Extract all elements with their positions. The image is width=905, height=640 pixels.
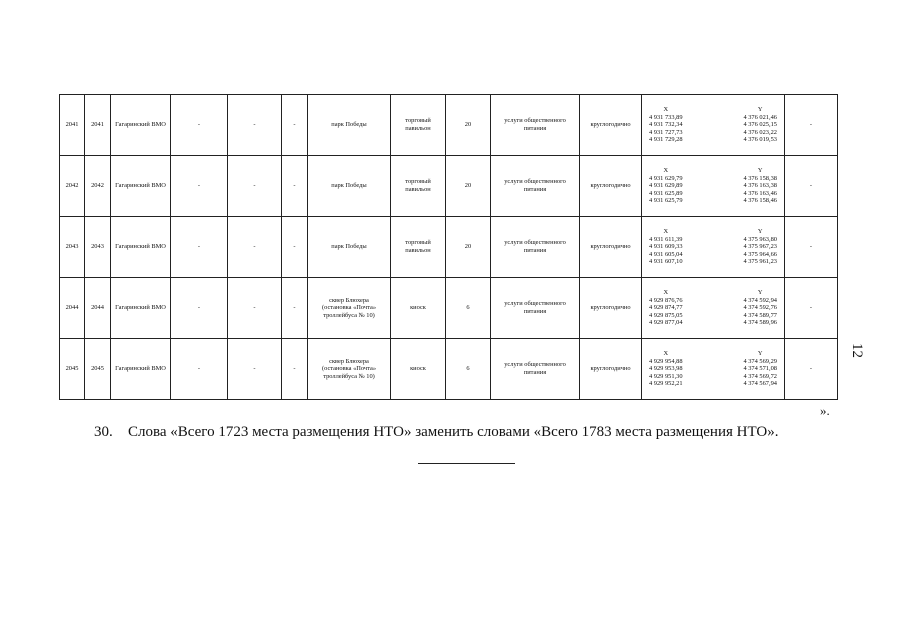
coord-y-label: Y <box>757 228 763 236</box>
cell-dash-3: - <box>282 156 308 217</box>
coord-y-value: 4 376 163,38 <box>743 182 777 190</box>
coord-y-label: Y <box>757 167 763 175</box>
cell-type-line: торговый <box>405 239 431 247</box>
cell-location <box>308 278 391 339</box>
cell-dash-3: - <box>282 217 308 278</box>
cell-district: Гагаринский ВМО <box>111 217 171 278</box>
cell-location <box>308 156 391 217</box>
cell-location-line: сквер Блюхера <box>329 296 369 304</box>
coord-y-column <box>743 228 777 266</box>
coord-x-label: X <box>663 167 669 175</box>
paragraph-number: 30. <box>94 424 113 440</box>
cell-dash-3: - <box>282 339 308 400</box>
cell-number-2: 2042 <box>85 156 111 217</box>
coord-x-value: 4 929 876,76 <box>649 296 683 304</box>
cell-area: 6 <box>446 278 491 339</box>
cell-location-line: троллейбуса № 10) <box>323 311 375 319</box>
cell-last: - <box>785 339 838 400</box>
cell-number-2: 2041 <box>85 95 111 156</box>
cell-last: - <box>785 217 838 278</box>
cell-specialization <box>491 95 580 156</box>
coord-x-value: 4 929 874,77 <box>649 304 683 312</box>
cell-specialization-line: питания <box>523 125 547 132</box>
cell-specialization-line: питания <box>523 369 547 376</box>
coord-x-value: 4 931 625,89 <box>649 189 683 197</box>
coord-y-value: 4 376 163,46 <box>743 189 777 197</box>
cell-period: круглогодично <box>580 217 642 278</box>
cell-period: круглогодично <box>580 95 642 156</box>
cell-dash-2: - <box>228 95 282 156</box>
cell-type-line: павильон <box>405 247 431 254</box>
cell-location-line: троллейбуса № 10) <box>323 372 375 380</box>
coord-x-column <box>649 228 683 266</box>
coord-y-value: 4 375 961,23 <box>743 258 777 266</box>
cell-number: 2041 <box>60 95 85 156</box>
cell-location-line: (остановка «Почта» <box>321 365 377 373</box>
cell-specialization <box>491 278 580 339</box>
coord-x-value: 4 931 611,39 <box>649 235 683 243</box>
coord-y-label: Y <box>757 106 763 114</box>
coord-x-column <box>649 106 683 144</box>
cell-dash-1: - <box>171 339 228 400</box>
table-row <box>60 217 838 278</box>
coord-x-value: 4 929 952,21 <box>649 380 683 388</box>
coord-y-value: 4 374 589,77 <box>743 311 777 319</box>
coord-y-value: 4 374 567,94 <box>743 380 777 388</box>
coord-x-value: 4 931 607,10 <box>649 258 683 266</box>
cell-dash-2: - <box>228 339 282 400</box>
cell-coordinates <box>642 217 785 278</box>
coord-y-column <box>743 167 777 205</box>
coord-y-column <box>743 289 777 327</box>
coord-x-label: X <box>663 289 669 297</box>
cell-location <box>308 339 391 400</box>
coord-y-value: 4 376 158,46 <box>743 197 777 205</box>
cell-area: 6 <box>446 339 491 400</box>
cell-specialization-line: питания <box>523 308 547 315</box>
cell-area: 20 <box>446 95 491 156</box>
cell-type <box>391 278 446 339</box>
cell-type-line: киоск <box>410 365 426 373</box>
cell-district: Гагаринский ВМО <box>111 156 171 217</box>
cell-district: Гагаринский ВМО <box>111 339 171 400</box>
cell-dash-1: - <box>171 217 228 278</box>
page-number: 12 <box>849 343 865 358</box>
table-row <box>60 95 838 156</box>
cell-location-line: парк Победы <box>331 121 367 129</box>
cell-number-2: 2044 <box>85 278 111 339</box>
coord-y-value: 4 375 964,66 <box>743 250 777 258</box>
cell-specialization <box>491 156 580 217</box>
cell-dash-3: - <box>282 95 308 156</box>
cell-last: - <box>785 95 838 156</box>
amendment-paragraph <box>94 424 779 441</box>
coord-y-value: 4 374 592,76 <box>743 304 777 312</box>
coord-y-value: 4 376 019,53 <box>743 136 777 144</box>
coord-y-value: 4 375 963,80 <box>743 235 777 243</box>
coord-x-label: X <box>663 228 669 236</box>
cell-location <box>308 217 391 278</box>
coord-y-value: 4 376 158,38 <box>743 174 777 182</box>
coord-y-label: Y <box>757 289 763 297</box>
cell-dash-2: - <box>228 156 282 217</box>
cell-number: 2044 <box>60 278 85 339</box>
cell-specialization-line: услуги общественного <box>504 300 566 308</box>
cell-type <box>391 339 446 400</box>
cell-number: 2042 <box>60 156 85 217</box>
coord-y-value: 4 376 025,15 <box>743 121 777 129</box>
table-row <box>60 339 838 400</box>
cell-period: круглогодично <box>580 278 642 339</box>
cell-dash-1: - <box>171 156 228 217</box>
coord-y-value: 4 374 569,29 <box>743 357 777 365</box>
cell-area: 20 <box>446 217 491 278</box>
cell-coordinates <box>642 95 785 156</box>
coord-y-value: 4 374 592,94 <box>743 296 777 304</box>
coord-x-value: 4 929 875,05 <box>649 311 683 319</box>
coord-y-value: 4 376 023,22 <box>743 128 777 136</box>
cell-type-line: павильон <box>405 125 431 132</box>
cell-specialization <box>491 339 580 400</box>
cell-type-line: торговый <box>405 117 431 125</box>
cell-type-line: киоск <box>410 304 426 312</box>
closing-quote: ». <box>820 403 830 418</box>
coord-x-column <box>649 167 683 205</box>
table-row <box>60 156 838 217</box>
coord-x-value: 4 931 609,33 <box>649 243 683 251</box>
table-row <box>60 278 838 339</box>
cell-number: 2043 <box>60 217 85 278</box>
coord-x-value: 4 931 733,89 <box>649 113 683 121</box>
cell-period: круглогодично <box>580 156 642 217</box>
coord-x-value: 4 931 727,73 <box>649 128 683 136</box>
placement-table <box>59 94 838 400</box>
cell-dash-1: - <box>171 278 228 339</box>
coord-y-value: 4 374 589,96 <box>743 319 777 327</box>
paragraph-text: Слова «Всего 1723 места размещения НТО» заменить словами «Всего 1783 места размещения НТО». <box>128 424 779 440</box>
cell-district: Гагаринский ВМО <box>111 278 171 339</box>
cell-location-line: сквер Блюхера <box>329 357 369 365</box>
cell-area: 20 <box>446 156 491 217</box>
cell-coordinates <box>642 278 785 339</box>
cell-number-2: 2045 <box>85 339 111 400</box>
coord-x-value: 4 929 877,04 <box>649 319 683 327</box>
cell-type <box>391 95 446 156</box>
coord-y-value: 4 376 021,46 <box>743 113 777 121</box>
cell-location-line: парк Победы <box>331 182 367 190</box>
coord-x-value: 4 929 951,30 <box>649 372 683 380</box>
cell-specialization-line: услуги общественного <box>504 178 566 186</box>
cell-specialization-line: питания <box>523 247 547 254</box>
cell-last: - <box>785 156 838 217</box>
cell-specialization-line: услуги общественного <box>504 361 566 369</box>
coord-x-value: 4 931 629,79 <box>649 174 683 182</box>
divider-line <box>418 463 515 464</box>
coord-x-value: 4 931 732,34 <box>649 121 683 129</box>
coord-y-label: Y <box>757 350 763 358</box>
coord-x-value: 4 931 625,79 <box>649 197 683 205</box>
coord-x-value: 4 929 953,98 <box>649 365 683 373</box>
coord-x-label: X <box>663 106 669 114</box>
cell-dash-1: - <box>171 95 228 156</box>
coord-x-column <box>649 289 683 327</box>
coord-y-value: 4 374 571,08 <box>743 365 777 373</box>
cell-coordinates <box>642 156 785 217</box>
cell-specialization <box>491 217 580 278</box>
coord-x-value: 4 931 605,04 <box>649 250 683 258</box>
cell-specialization-line: услуги общественного <box>504 239 566 247</box>
cell-district: Гагаринский ВМО <box>111 95 171 156</box>
cell-coordinates <box>642 339 785 400</box>
coord-y-value: 4 374 569,72 <box>743 372 777 380</box>
coord-y-column <box>743 106 777 144</box>
coord-y-value: 4 375 967,23 <box>743 243 777 251</box>
coord-x-value: 4 929 954,88 <box>649 357 683 365</box>
cell-specialization-line: услуги общественного <box>504 117 566 125</box>
cell-period: круглогодично <box>580 339 642 400</box>
cell-dash-2: - <box>228 217 282 278</box>
cell-number: 2045 <box>60 339 85 400</box>
cell-type <box>391 156 446 217</box>
cell-last: - <box>785 278 838 339</box>
cell-location <box>308 95 391 156</box>
cell-type <box>391 217 446 278</box>
coord-x-value: 4 931 729,28 <box>649 136 683 144</box>
cell-number-2: 2043 <box>85 217 111 278</box>
cell-dash-2: - <box>228 278 282 339</box>
cell-type-line: павильон <box>405 186 431 193</box>
coord-x-column <box>649 350 683 388</box>
cell-specialization-line: питания <box>523 186 547 193</box>
cell-type-line: торговый <box>405 178 431 186</box>
coord-x-value: 4 931 629,89 <box>649 182 683 190</box>
cell-location-line: парк Победы <box>331 243 367 251</box>
coord-y-column <box>743 350 777 388</box>
cell-location-line: (остановка «Почта» <box>321 304 377 312</box>
cell-dash-3: - <box>282 278 308 339</box>
coord-x-label: X <box>663 350 669 358</box>
